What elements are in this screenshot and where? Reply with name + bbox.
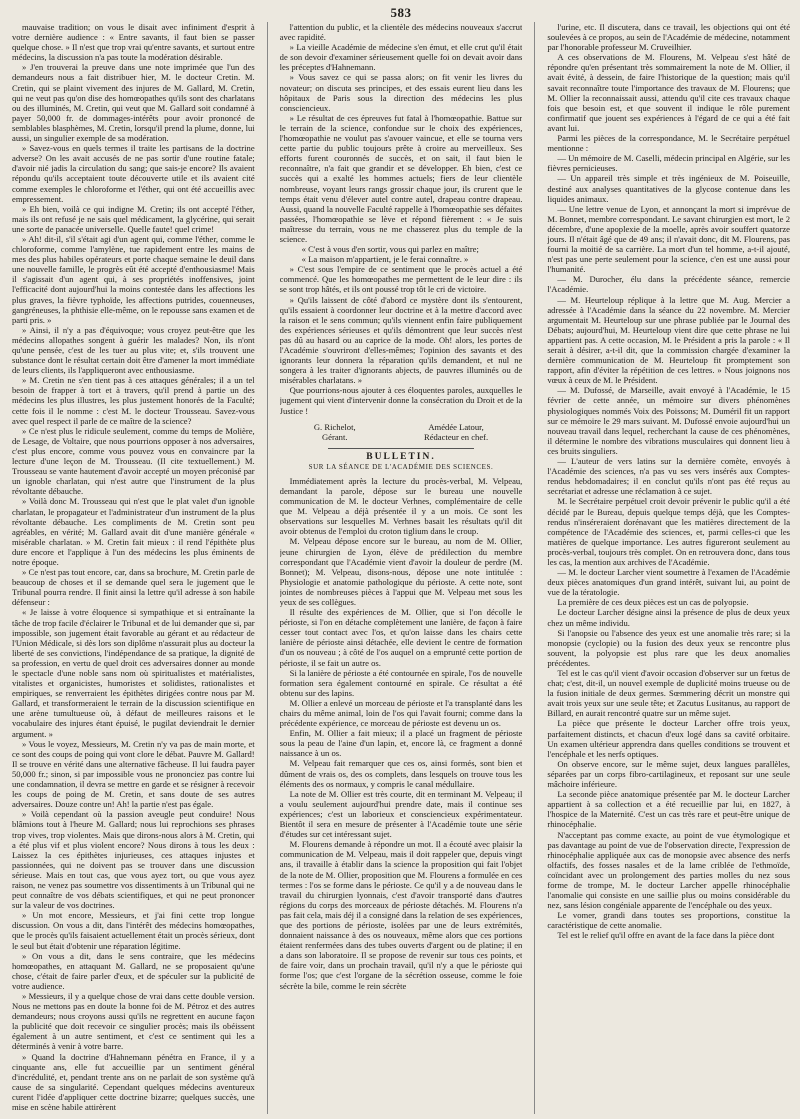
- paragraph: » Savez-vous en quels termes il traite les partisans de la doctrine adverse? On les avait accusés de ne pas sortir d'une routine fatale; d'avoir nié jadis la circulation du sang; que sais-je encore? Ils avaient répondu qu'ils acceptaient toute découverte utile et ils avaient cité comme exemples le chloroforme et l'éther, qui ont été accueillis avec empressement.: [12, 143, 255, 204]
- paragraph: « C'est à vous d'en sortir, vous qui parlez en maître;: [301, 244, 479, 255]
- paragraph: » Messieurs, il y a quelque chose de vrai dans cette double version. Nous ne mettons pas en doute la bonne foi de M. Pétroz et des autres demandeurs; nous croyons aussi qu'ils ne regrettent en aucune façon la publicité que doit recevoir ce singulier procès; mais ils obéissent également à un autre sentiment, et c'est ce sentiment qui les a déterminés à venir à votre barre.: [12, 991, 255, 1052]
- paragraph: La note de M. Ollier est très courte, dit en terminant M. Velpeau; il a voulu seulement aujourd'hui prendre date, mais il continue ses expériences; c'est un laborieux et consciencieux expérimentateur. Bientôt il sera en mesure de présenter à l'Académie toute une série d'études sur cet intéressant sujet.: [279, 788, 523, 840]
- paragraph: » Voilà cependant où la passion aveugle peut conduire! Nous blâmions tout à l'heure M. Gallard; nous lui reprochions ses phrases trop vives, trop violentes. Mais que dirons-nous alors à M. Cretin, qui a été plus vif et plus violent encore? Nous dirons à tous les deux : Laissez la ces épithètes injurieuses, ces attaques injustes et passionnées, qui ne doivent pas se trouver dans une discussion sérieuse. Mais en tout cas, que vous ayez tort, ou que vous ayez raison, ne venez pas soumettre vos dissentiments à un Tribunal qui ne peut connaître de vos débats scientifiques, et qui ne peut prononcer sur la valeur de vos doctrines.: [12, 809, 255, 911]
- paragraph: Le vomer, grandi dans toutes ses proportions, constitue la caractéristique de cette anomalie.: [547, 910, 790, 931]
- section-rule: [328, 448, 474, 449]
- paragraph: » Quand la doctrine d'Hahnemann pénétra en France, il y a cinquante ans, elle fut accueillie par un sentiment général d'incrédulité, et, pendant trente ans on ne parlait de son système qu'à cause de sa singularité. Cependant quelques médecins aventureux curent l'idée d'appliquer cette doctrine bizarre; quelques succès, une mise en scène habile attirèrent: [12, 1051, 255, 1113]
- paragraph: Tel est le cas qu'il vient d'avoir occasion d'observer sur un fœtus de chat; c'est, dit-il, un nouvel exemple de duplicité moins trueuse ou de la fusion initiale de deux germes. Sœmmering décrit un monstre qui avait trois yeux sur une seule tête; et Zacutus Lusitanus, au rapport de Billard, en aurait rencontré quatre sur un même sujet.: [547, 668, 790, 719]
- paragraph: — Une lettre venue de Lyon, et annonçant la mort si imprévue de M. Bonnet, membre correspondant. Le savant chirurgien est mort, le 2 décembre, d'une apoplexie de la moelle, après avoir souffert quatorze jours. Il n'était âgé que de 49 ans; il n'avait donc, dit M. Flourens, pas fourni la moitié de sa carrière. La mort d'un tel homme, a-t-il ajouté, n'est pas une perte seulement pour la science, c'en est une aussi pour l'humanité.: [547, 203, 790, 275]
- paragraph: Immédiatement après la lecture du procès-verbal, M. Velpeau, demandant la parole, dépose sur le bureau une nouvelle communication de M. le docteur Verhnes, complémentaire de celle que M. Velpeau a déjà présentée il y a un mois. Ce sont les observations sur lesquelles M. Verhnes basait les résultats qu'il dit avoir obtenus de l'emploi du croton tiglium dans le croup.: [279, 475, 523, 537]
- column-divider: [534, 22, 535, 1114]
- paragraph: M. le Secrétaire perpétuel croit devoir prévenir le public qu'il a été décidé par le Bureau, depuis quelque temps déjà, que les Comptes-rendus n'inséreraient dorénavant que les matières directement de la compétence de l'Académie des sciences, et, parmi celles-ci que les matières de quelque importance. Les autres figureront seulement au procès-verbal, toujours très complet. On en retrouvera donc, dans tous les cas, la mention aux archives de l'Académie.: [547, 496, 790, 567]
- columns: [12, 22, 790, 1114]
- paragraph: » Ainsi, il n'y a pas d'équivoque; vous croyez peut-être que les médecins allopathes songent à guérir les malades? Non, ils n'ont qu'une pensée, c'est de les tuer au plus vite; et, s'ils trouvent une substance dont le résultat certain doit être d'amener la mort immédiate de leurs clients, ils l'appliqueront avec enthousiasme.: [12, 324, 255, 376]
- paragraph: Tel est le relief qu'il offre en avant de la face dans la pièce dont: [557, 930, 775, 941]
- signatory: [424, 422, 488, 442]
- paragraph: — M. Dufossé, de Marseille, avait envoyé à l'Académie, le 15 février de cette année, un mémoire sur divers phénomènes physiologiques nommés Voix des Poissons; M. Duméril fit un rapport sur ce mémoire le 29 mars suivant. M. Dufossé envoie aujourd'hui un nouveau travail dans lequel, recherchant la cause de ces phénomènes, il détermine le nombre des vibrations musculaires qui donnent lieu à ces bruits singuliers.: [547, 385, 790, 456]
- paragraph: l'attention du public, et la clientèle des médecins nouveaux s'accrut avec rapidité.: [279, 22, 523, 43]
- paragraph: A ces observations de M. Flourens, M. Velpeau s'est hâté de répondre qu'en présentant très sommairement la note de M. Ollier, il avait évité, à dessein, de faire l'historique de la question; mais qu'il savait reconnaître toute l'importance des travaux de M. Flourens; que M. Ollier la reconnaissait aussi, attendu qu'il cite ces travaux chaque fois que besoin est, et que souvent il indique le rôle purement confirmatif que jouent ses expériences à l'égard de ce qui a été fait avant lui.: [547, 52, 790, 133]
- paragraph: » Ah! dit-il, s'il s'était agi d'un agent qui, comme l'éther, comme le chloroforme, comme l'amylène, tue rapidement entre les mains de mes des plus habiles opérateurs et porte chaque semaine le deuil dans une nouvelle famille, le progrès eût été accepté d'enthousiasme! Mais il s'agissait d'un agent qui, à ses propriétés inoffensives, joint l'efficacité dont aujourd'hui la moins contestée dans les affections les plus graves, la fièvre typhoïde, les affections putrides, couenneuses, gangréneuses, la phthisie elle-même, on le repousse sans examen et de parti pris. »: [12, 233, 255, 325]
- paragraph: — Un mémoire de M. Caselli, médecin principal en Algérie, sur les fièvres pernicieuses.: [547, 153, 790, 174]
- paragraph: M. Velpeau fait remarquer que ces os, ainsi formés, sont bien et dûment de vrais os, des os complets, dans lesquels on trouve tous les éléments des os normaux, y compris le canal médullaire.: [279, 758, 523, 789]
- paragraph: Parmi les pièces de la correspondance, M. le Secrétaire perpétuel mentionne :: [547, 133, 790, 154]
- paragraph: Si l'anopsie ou l'absence des yeux est une anomalie très rare; si la monopsie (cyclopie) ou la fusion des deux yeux se rencontre plus souvent, la polyopsie est plus rare que les deux anomalies précédentes.: [547, 627, 790, 668]
- paragraph: » Vous savez ce qui se passa alors; on fit venir les livres du novateur; on discuta ses principes, et des essais eurent lieu dans les hôpitaux de Paris sous la direction des médecins les plus consciencieux.: [279, 72, 523, 113]
- paragraph: M. Velpeau dépose encore sur le bureau, au nom de M. Ollier, jeune chirurgien de Lyon, élève de prédilection du membre correspondant que l'Académie vient d'avoir la douleur de perdre (M. Bonnet); M. Velpeau, disons-nous, dépose une note intitulée : Physiologie et anatomie pathologique du périoste. A cette note, sont jointes de nombreuses pièces à l'appui que M. Velpeau met sous les yeux de ses collègues.: [279, 536, 523, 607]
- bulletin-subtitle: SUR LA SÉANCE DE L'ACADÉMIE DES SCIENCES.: [308, 462, 494, 471]
- signatory: [314, 422, 356, 442]
- paragraph: l'urine, etc. Il discutera, dans ce travail, les objections qui ont été soulevées à ce propos, au sein de l'Académie de médecine, notamment par l'honorable professeur M. Cruveilhier.: [547, 22, 790, 53]
- paragraph: Le docteur Larcher désigne ainsi la présence de plus de deux yeux chez un même individu.: [547, 607, 790, 628]
- signatory-name: Amédée Latour,: [428, 421, 484, 432]
- signature-block: [280, 422, 523, 442]
- column-3: [547, 22, 790, 1114]
- column-divider: [267, 22, 268, 1114]
- paragraph: Si la lanière de périoste a été contournée en spirale, l'os de nouvelle formation sera également contourné en spirale. Ce résultat a été obtenu sur des lapins.: [279, 667, 523, 698]
- column-2: [280, 22, 523, 1114]
- paragraph: Il résulte des expériences de M. Ollier, que si l'on décolle le périoste, si l'on en détache complètement une lanière, de façon à faire cesser tout contact avec l'os, et qu'on laisse dans les chairs cette lanière de périoste ainsi détachée, elle devient le centre de formation d'un os nouveau ; à côté de l'os auquel on a emprunté cette portion de périoste, il se fait un autre os.: [279, 607, 523, 668]
- paragraph: M. Ollier a enlevé un morceau de périoste et l'a transplanté dans les chairs du même animal, loin de l'os qui l'avait fourni; comme dans la précédente expérience, ce morceau de périoste est devenu un os.: [279, 697, 523, 729]
- paragraph: » On vous a dit, dans le sens contraire, que les médecins homœopathes, en attaquant M. Gallard, ne se proposaient qu'une chose, c'était de faire parler d'eux, et de spéculer sur la publicité de votre audience.: [12, 950, 255, 991]
- page-number: 583: [390, 5, 412, 20]
- paragraph: » Ce n'est pas tout encore, car, dans sa brochure, M. Cretin parle de beaucoup de choses et il se demande quel sera le jugement que le Tribunal pourra rendre. Il finit ainsi la lettre qu'il adresse à son habile défenseur :: [12, 567, 255, 608]
- paragraph: » M. Cretin ne s'en tient pas à ces attaques générales; il a un tel besoin de frapper à tort et à travers, qu'il prend à partie un des médecins les plus illustres, les plus justement honorés de la Faculté; cette fois il le nomme : c'est M. le docteur Trousseau. Savez-vous avec quel respect il parle de ce maître de la science?: [12, 375, 255, 426]
- paragraph: M. Flourens demande à répondre un mot. Il a écouté avec plaisir la communication de M. Velpeau, mais il doit rappeler que, depuis vingt ans, il travaille à établir dans la science la proposition qui fait l'objet de la note de M. Ollier, proposition que M. Flourens a formulée en ces termes : l'os se forme dans le périoste. Ce qu'il y a de nouveau dans le travail du chirurgien lyonnais, c'est d'avoir transporté dans d'autres régions du corps des morceaux de périoste détachés. M. Flourens n'a pas fait cela, mais déj il a consigné dans la relation de ses expériences, que des portions de périoste, isolées par une de leurs extrémités, donnaient naissance à des os nouveaux, même alors que ces portions étaient renfermées dans des tubes ouverts d'argent ou de platine; il en a dans son laboratoire. Il se propose de revenir sur tous ces points, et de faire voir, dans un prochain travail, qu'il n'y a que le périoste qui forme l'os; que c'est l'organe de la sécrétion osseuse, comme le foie sécrète la bile, comme le rein sécrète: [279, 839, 523, 991]
- paragraph: « Je laisse à votre éloquence si sympathique et si entraînante la tâche de trop facile d'éclairer le Tribunal et de lui demander que si, par impossible, son jugement était favorable au gérant et au rédacteur de l'Union Médicale, si dès lors son diplôme n'assurait plus au docteur la liberté de ses convictions, l'indépendance de sa pratique, la dignité de sa profession, en vertu de quel droit ces adversaires donner au monde le spectacle d'une noble sans nom où spiritualistes et matérialistes, vitalistes et organicistes, humoristes et solidistes, rationalistes et empiriques, se renverraient les épithètes dirigées contre nous par M. Gallard, et transformeraient le terrain de la discussion scientifique en une arène tumultueuse où, à défaut de meilleures raisons et le vocabulaire des injures étant épuisé, le pugilat deviendrait le dernier argument. »: [12, 607, 255, 739]
- paragraph: mauvaise tradition; on vous le disait avec infiniment d'esprit à votre dernière audience : « Entre savants, il faut bien se passer quelque chose. » Il n'est que trop vrai qu'entre savants, et surtout entre médecins, la discussion n'a pas toute la modération désirable.: [12, 22, 255, 63]
- paragraph: » J'en trouverai la preuve dans une note imprimée que l'un des demandeurs nous a fait distribuer hier, M. le docteur Cretin. M. Cretin, qui se plaint vivement des injures de M. Gallard, M. Cretin, qui ne veut pas qu'on dise des homœopathes qu'ils sont des charlatans ou des illuminés, M. Cretin, qui veut que M. Gallard soit condamné à payer 50,000 fr. de dommages-intérêts pour avoir prononcé de semblables blasphèmes, M. Cretin, lorsqu'il prend la plume, donne, lui aussi, un singulier exemple de sa modération.: [12, 62, 255, 144]
- paragraph: — M. Durocher, élu dans la précédente séance, remercie l'Académie.: [547, 274, 790, 295]
- paragraph: » Le résultat de ces épreuves fut fatal à l'homœopathie. Battue sur le terrain de la science, confondue sur le choix des expériences, l'homœopathie ne voulut pas s'avouer vaincue, et elle se tourna vers cette partie du public toujours prête à croire au merveilleux. Ses efforts furent couronnés de succès, et on sait, il faut bien le reconnaître, n'a fait que grandir et se développer. Eh bien, c'est ce succès qui a exalté les hommes actuels; fiers de leur clientèle nombreuse, voyant leurs rangs grossir chaque jour, ils crurent que le temps était venu d'élever autel contre autel, drapeau contre drapeau. Aussi, quand la nouvelle Faculté rappelle à l'homœopathie ses défaites passées, l'homœopathie se lève et répond fièrement : « Je suis maîtresse du terrain, vous ne me chasserez plus du temple de la science.: [279, 112, 523, 244]
- paragraph: » Voilà donc M. Trousseau qui n'est que le plat valet d'un ignoble charlatan, le propagateur et l'administrateur d'un instrument de la plus révoltante débauche. Les compliments de M. Cretin sont peu agréables, en vérité; M. Gallard avait dit d'une manière générale « misérable charlatan. » M. Cretin fait mieux : il rend l'épithète plus dure encore et l'applique à l'un des médecins les plus éminents de notre époque.: [12, 496, 255, 567]
- paragraph: » C'est sous l'empire de ce sentiment que le procès actuel a été commencé. Que les homœopathes me permettent de le leur dire : ils se sont trop hâtés, et ils ont poussé trop tôt le cri de victoire.: [279, 264, 523, 295]
- paragraph: La seconde pièce anatomique présentée par M. le docteur Larcher appartient à sa collection et a été recueillie par lui, en 1827, à l'hospice de la Maternité. C'est un cas très rare et peut-être unique de rhinocéphalie.: [547, 789, 790, 830]
- paragraph: La pièce que présente le docteur Larcher offre trois yeux, parfaitement distincts, et chacun d'eux logé dans sa cavité orbitaire. Un examen ultérieur apprendra dans quelles conditions se trouvent et l'encéphale et les nerfs optiques.: [547, 718, 790, 759]
- paragraph: » Un mot encore, Messieurs, et j'ai fini cette trop longue discussion. On vous a dit, dans l'intérêt des médecins homœopathes, que le procès qu'ils faisaient actuellement était un procès sérieux, dont le seul but était d'obtenir une réparation légitime.: [12, 910, 255, 951]
- paragraph: — M. Heurteloup réplique à la lettre que M. Aug. Mercier a adressée à l'Académie dans la séance du 22 novembre. M. Mercier argumentait M. Heurteloup sur une phrase publiée par le Journal des Débats; aujourd'hui, M. Heurteloup vient dire que cette phrase ne lui appartient pas. A cette occasion, M. le Président a pris la parole : « Il serait à désirer, a-t-il dit, que la commission chargée d'examiner la dernière communication de M. Heurteloup fit promptement son rapport, afin d'éviter la répétition de ces lettres. » Nous joignons nos vœux à ceux de M. le Président.: [547, 294, 790, 386]
- paragraph: — M. le docteur Larcher vient soumettre à l'examen de l'Académie deux pièces anatomiques d'un grand intérêt, suivant lui, au point de vue de la tératologie.: [547, 567, 790, 598]
- signatory-role: Gérant.: [321, 431, 348, 442]
- paragraph: — L'auteur de vers latins sur la dernière comète, envoyés à l'Académie des sciences, n'a pas vu ses vers insérés aux Comptes-rendus hebdomadaires; il en conclut qu'ils n'ont pas été reçus au secrétariat et adresse une réclamation à ce sujet.: [547, 456, 790, 497]
- paragraph: — Un appareil très simple et très ingénieux de M. Poiseuille, destiné aux analyses quantitatives de la glycose contenue dans les liquides animaux.: [547, 173, 790, 204]
- paragraph: La première de ces deux pièces est un cas de polyopsie.: [557, 597, 749, 608]
- paragraph: N'acceptant pas comme exacte, au point de vue étymologique et pas davantage au point de vue de l'observation directe, l'expression de rhinocéphalie appliquée aux cas de monopsie avec absence des nerfs olfactifs, des fosses nasales et de la lame criblée de l'ethmoïde, coïncidant avec un prolongement des parties molles du nez sous forme de trompe, M. le docteur Larcher appelle rhinocéphalie l'anomalie qui consiste en une saillie plus ou moins considérable du nez, sans lésion congéniale apparente de l'encéphale ou des yeux.: [547, 829, 790, 911]
- paragraph: On observe encore, sur le même sujet, deux langues parallèles, séparées par un corps fibro-cartilagineux, et reposant sur une seule mâchoire inférieure.: [547, 758, 790, 790]
- paragraph: » Vous le voyez, Messieurs, M. Cretin n'y va pas de main morte, et ce sont des coups de poing qui vont clore le débat. Pauvre M. Gallard! Il se trouve en vérité dans une alternative fâcheuse. Il lui faudra payer 50,000 fr.; sinon, si par impossible vous ne prononciez pas contre lui une condamnation, il devra se mettre en garde et se résigner à recevoir les coups de poing de M. Cretin, et sans doute de ses autres adversaires. Douze contre un! Ah! la partie n'est pas égale.: [12, 738, 255, 810]
- paragraph: » Eh bien, voilà ce qui indigne M. Cretin; ils ont accepté l'éther, mais ils ont refusé je ne sais quel médicament, la glycérine, qui serait une sorte de panacée universelle. Quelle faute! quel crime!: [12, 203, 255, 234]
- paragraph: « La maison m'appartient, je le ferai connaître. »: [301, 254, 469, 265]
- signatory-role: Rédacteur en chef.: [423, 431, 489, 442]
- paragraph: » Ce n'est plus le ridicule seulement, comme du temps de Molière, de Lesage, de Voltaire, que nous pourrions opposer à nos adversaires, c'est plus encore, comme vous pouvez vous en convaincre par la lecture d'une leçon de M. Trousseau. (Il cite textuellement.) M. Trousseau se vante hautement d'avoir accepté un moyen préconisé par un ignoble charlatan, qui n'est autre que l'instrument de la plus révoltante débauche.: [12, 425, 255, 497]
- signatory-name: G. Richelot,: [313, 421, 356, 432]
- bulletin-title: BULLETIN.: [366, 451, 436, 462]
- paragraph: » La vieille Académie de médecine s'en émut, et elle crut qu'il était de son devoir d'examiner sérieusement quelle foi on devait avoir dans les préceptes d'Hahnemann.: [279, 42, 523, 73]
- paragraph: » Qu'ils laissent de côté d'abord ce mystère dont ils s'entourent, qu'ils essaient à coordonner leur doctrine et à la mettre d'accord avec la raison et le sens commun; qu'ils viennent enfin faire publiquement des expériences sérieuses et qu'ils démontrent que leur succès n'est pas dû au hasard ou au caprice de la mode. Oh! alors, les portes de l'Académie s'ouvriront d'elles-mêmes; l'opinion des savants et des ignorants leur donnera la réparation qu'ils demandent, et nul ne songera à les traiter d'ignorants abjects, de pauvres illuminés ou de misérables charlatans. »: [279, 294, 523, 386]
- paragraph: Que pourrions-nous ajouter à ces éloquentes paroles, auxquelles le jugement qui vient d'intervenir donne la consécration du Droit et de la Justice !: [279, 385, 523, 416]
- column-1: [12, 22, 255, 1114]
- paragraph: Enfin, M. Ollier a fait mieux; il a placé un fragment de périoste sous la peau de l'aine d'un lapin, et, encore là, ce fragment a donné naissance à un os.: [279, 728, 523, 759]
